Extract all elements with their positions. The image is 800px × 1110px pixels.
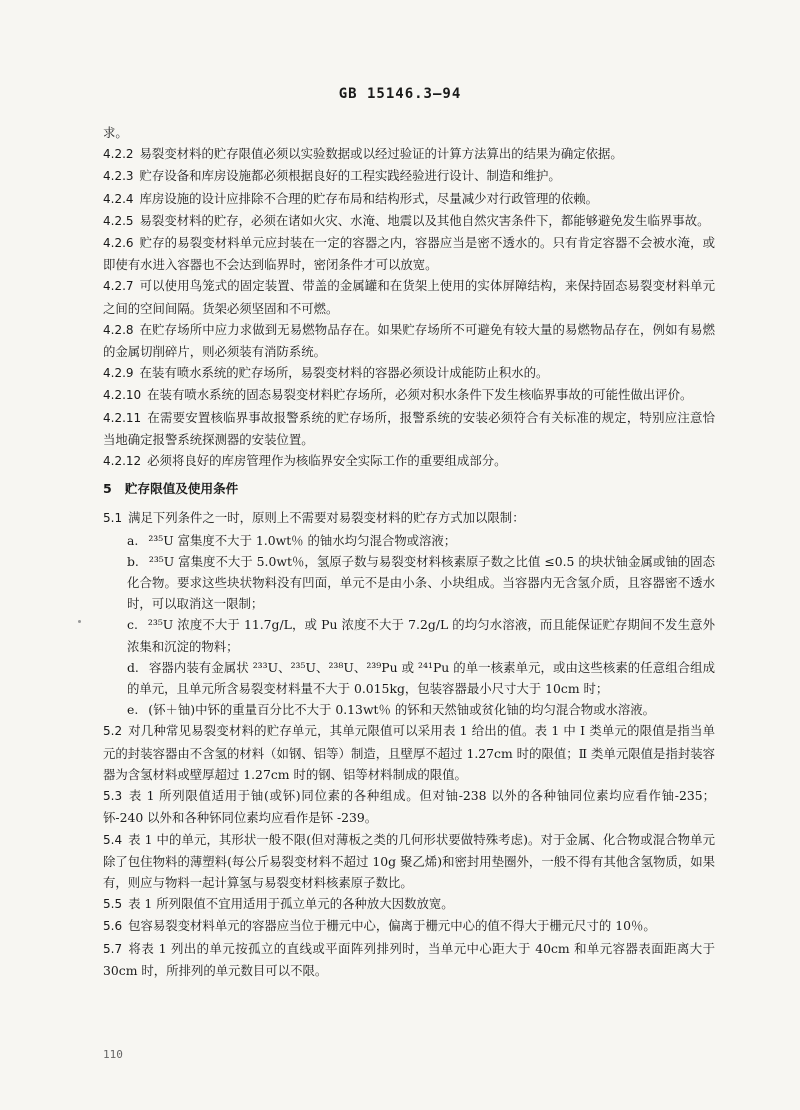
- clause-number: 5.6: [103, 919, 123, 934]
- clause-number: 4.2.3: [103, 169, 134, 184]
- clause-5-7: [103, 938, 715, 981]
- clause-text: 库房设施的设计应排除不合理的贮存布局和结构形式，尽量减少对行政管理的依赖。: [139, 190, 598, 206]
- clause-text: 贮存的易裂变材料单元应封装在一定的容器之内，容器应当是密不透水的。只有肯定容器不会被水淹，或即使有水进入容器也不会达到临界时，密闭条件才可以放宽。: [103, 235, 715, 273]
- condition-b: [103, 551, 715, 615]
- clause-number: 4.2.12: [103, 454, 142, 469]
- clause-text: 在装有喷水系统的贮存场所，易裂变材料的容器必须设计成能防止积水的。: [139, 365, 549, 381]
- clause-5-4: [103, 829, 715, 894]
- section-5-heading: [103, 478, 715, 499]
- clause-number: 4.2.4: [103, 191, 134, 206]
- page-header: GB 15146.3—94: [338, 86, 462, 102]
- clause-4-2-4: [103, 188, 715, 210]
- condition-c: [103, 614, 715, 656]
- condition-text: 容器内装有金属状 ²³³U、²³⁵U、²³⁸U、²³⁹Pu 或 ²⁴¹Pu 的单一核素单元，或由这些核素的任意组合组成的单元，且单元所含易裂变材料量不大于 0.015kg，包装容器最小尺寸大于 10cm 时；: [127, 659, 715, 697]
- condition-label: a.: [127, 532, 139, 548]
- section-5-items: [103, 720, 715, 980]
- clause-text: 在贮存场所中应力求做到无易燃物品存在。如果贮存场所不可避免有较大量的易燃物品存在，例如有易燃的金属切削碎片，则必须装有消防系统。: [103, 321, 715, 360]
- clause-text: 表 1 所列限值适用于铀(或钚)同位素的各种组成。但对铀-238 以外的各种铀同位素均应看作铀-235；钚-240 以外和各种钚同位素均应看作是钚 -239。: [103, 788, 715, 826]
- condition-text: ²³⁵U 富集度不大于 1.0wt％ 的铀水均匀混合物或溶液；: [148, 532, 457, 548]
- clause-number: 4.2.11: [103, 410, 142, 425]
- condition-text: (钚＋铀)中钚的重量百分比不大于 0.13wt％ 的钚和天然铀或贫化铀的均匀混合物或水溶液。: [148, 702, 656, 718]
- section-title: 贮存限值及使用条件: [124, 481, 239, 497]
- clause-number: 5.4: [103, 832, 123, 847]
- clause-5-1: [103, 507, 715, 529]
- clause-number: 4.2.8: [103, 322, 134, 337]
- clause-4-2-10: [103, 384, 715, 406]
- clause-4-2-3: [103, 165, 715, 187]
- clause-text: 贮存设备和库房设施都必须根据良好的工程实践经验进行设计、制造和维护。: [139, 168, 561, 184]
- clause-4-2-12: [103, 450, 715, 472]
- clause-text: 包容易裂变材料单元的容器应当位于栅元中心，偏离于栅元中心的值不得大于栅元尺寸的 10％。: [128, 918, 656, 934]
- clause-text: 必须将良好的库房管理作为核临界安全实际工作的重要组成部分。: [147, 453, 507, 469]
- clause-text: 在需要安置核临界事故报警系统的贮存场所，报警系统的安装必须符合有关标准的规定，特别应注意恰当地确定报警系统探测器的安装位置。: [103, 409, 715, 447]
- clause-number: 4.2.5: [103, 213, 134, 228]
- clause-text: 将表 1 列出的单元按孤立的直线或平面阵列排列时，当单元中心距大于 40cm 和单元容器表面距离大于 30cm 时，所排列的单元数目可以不限。: [103, 940, 715, 978]
- clause-4-2-11: [103, 407, 715, 450]
- scan-speck: [78, 620, 81, 623]
- condition-text: ²³⁵U 浓度不大于 11.7g/L，或 Pu 浓度不大于 7.2g/L 的均匀水溶液，而且能保证贮存期间不发生意外浓集和沉淀的物料；: [127, 617, 715, 654]
- condition-label: d.: [127, 659, 139, 675]
- clause-5-6: [103, 915, 715, 937]
- condition-label: b.: [127, 553, 139, 569]
- condition-a: [103, 530, 715, 551]
- clause-text: 可以使用鸟笼式的固定装置、带盖的金属罐和在货架上使用的实体屏障结构，来保持固态易裂变材料单元之间的空间间隔。货架必须坚固和不可燃。: [103, 278, 715, 316]
- clause-5-3: [103, 785, 715, 828]
- condition-label: c.: [127, 617, 138, 633]
- lead-text: 求。: [103, 125, 128, 140]
- clause-number: 4.2.2: [103, 147, 134, 162]
- clause-5-1-conditions: [103, 530, 715, 721]
- clause-text: 满足下列条件之一时，原则上不需要对易裂变材料的贮存方式加以限制：: [128, 510, 525, 526]
- condition-label: e.: [127, 702, 139, 718]
- clause-number: 4.2.6: [103, 236, 134, 251]
- clause-4-2-6: [103, 232, 715, 275]
- section-number: 5: [103, 481, 112, 497]
- clause-text: 在装有喷水系统的固态易裂变材料贮存场所，必须对积水条件下发生核临界事故的可能性做出评价。: [147, 387, 693, 403]
- clause-text: 易裂变材料的贮存，必须在诸如火灾、水淹、地震以及其他自然灾害条件下，都能够避免发生临界事故。: [139, 212, 710, 228]
- clause-text: 表 1 中的单元，其形状一般不限(但对薄板之类的几何形状要做特殊考虑)。对于金属、化合物或混合物单元除了包住物料的薄塑料(每公斤易裂变材料不超过 10g 聚乙烯)和密封用垫圈外，一般不得有其他含氢物质，如果有，则应与物料一起计算氢与易裂变材料核素原子数比。: [103, 831, 715, 890]
- clause-text: 表 1 所列限值不宜用适用于孤立单元的各种放大因数放宽。: [128, 896, 454, 912]
- clause-number: 5.2: [103, 724, 123, 739]
- condition-text: ²³⁵U 富集度不大于 5.0wt％，氢原子数与易裂变材料核素原子数之比值 ≤0.5 的块状铀金属或铀的固态化合物。要求这些块状物料没有凹面，单元不是由小条、小块组成。当容器内无含氢介质，且容器密不透水时，可以取消这一限制；: [127, 553, 715, 612]
- clause-number: 4.2.7: [103, 279, 134, 294]
- clause-number: 5.5: [103, 897, 123, 912]
- clause-5-5: [103, 893, 715, 915]
- clause-text: 对几种常见易裂变材料的贮存单元，其单元限值可以采用表 1 给出的值。表 1 中 Ⅰ 类单元的限值是指当单元的封装容器由不含氢的材料（如钢、铝等）制造，且壁厚不超过 1.27cm 时的限值；Ⅱ 类单元限值是指封装容器为含氢材料或壁厚超过 1.27cm 时的钢、铝等材料制成的限值。: [103, 723, 715, 782]
- clause-5-2: [103, 720, 715, 785]
- clause-4-2-5: [103, 210, 715, 232]
- clause-number: 5.3: [103, 789, 123, 804]
- clause-4-2-7: [103, 275, 715, 318]
- body-text: [103, 122, 715, 981]
- clause-number: 4.2.10: [103, 388, 142, 403]
- clause-4-2-8: [103, 319, 715, 362]
- condition-e: [103, 699, 715, 720]
- clause-4-2-9: [103, 362, 715, 384]
- section-4-2-items: [103, 143, 715, 472]
- condition-d: [103, 657, 715, 699]
- clause-4-2-2: [103, 143, 715, 165]
- page-number: 110: [103, 1048, 123, 1061]
- clause-number: 5.7: [103, 941, 123, 956]
- clause-text: 易裂变材料的贮存限值必须以实验数据或以经过验证的计算方法算出的结果为确定依据。: [139, 146, 623, 162]
- clause-number: 4.2.9: [103, 366, 134, 381]
- clause-number: 5.1: [103, 511, 123, 526]
